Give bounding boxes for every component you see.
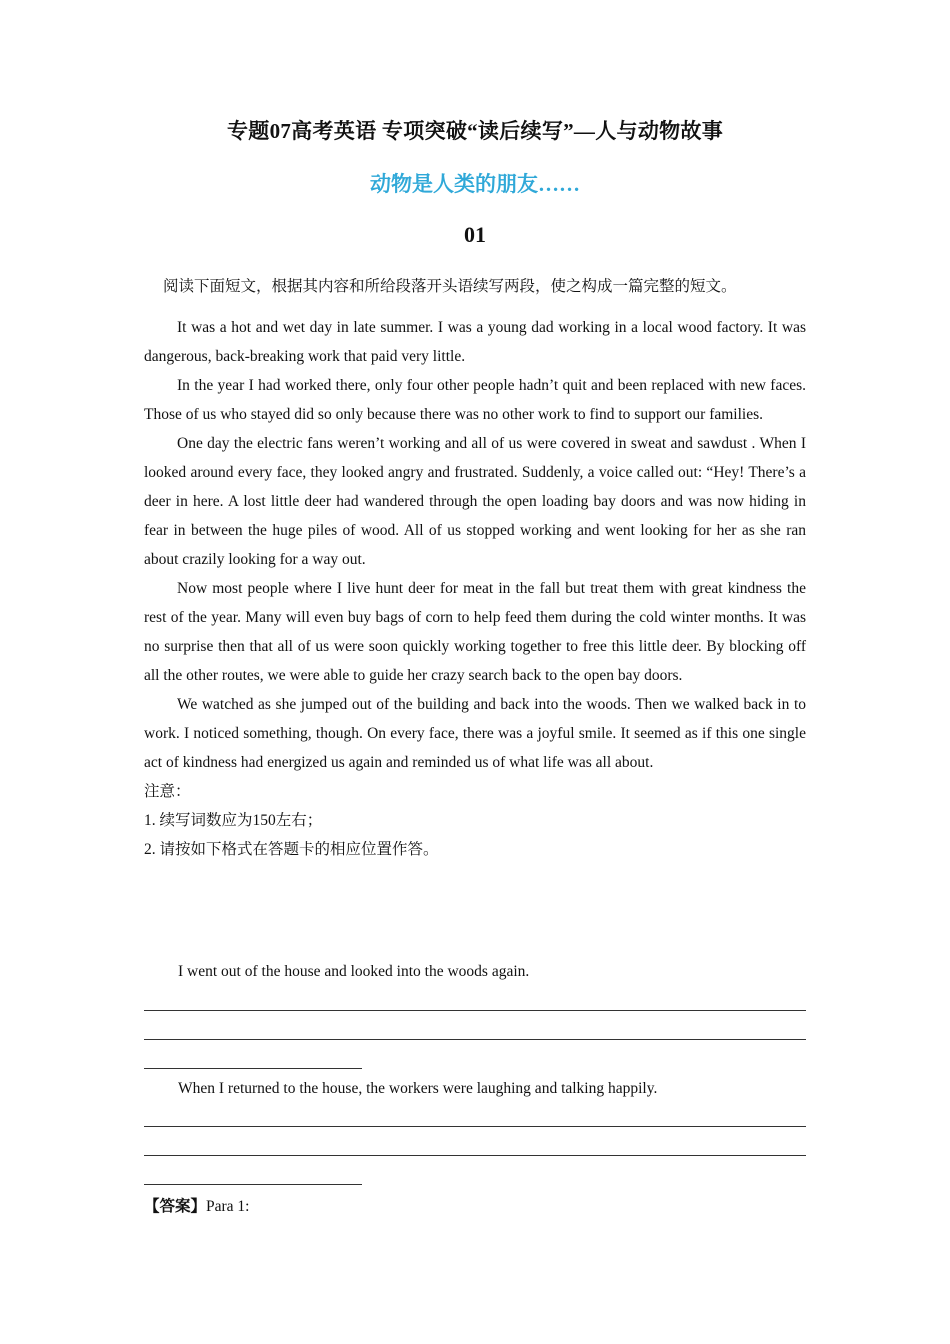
instruction-text: 阅读下面短文，根据其内容和所给段落开头语续写两段，使之构成一篇完整的短文。 bbox=[163, 278, 737, 295]
para1-opener: I went out of the house and looked into the woods again. bbox=[178, 963, 530, 980]
note-item: 1. 续写词数应为150左右； bbox=[144, 812, 323, 829]
passage-paragraph: It was a hot and wet day in late summer. I was a young dad working in a local wood factory. It was dangerous, back-breaking work that paid very little. bbox=[144, 319, 806, 365]
answer-line bbox=[144, 1126, 806, 1127]
answer-line bbox=[144, 1068, 362, 1069]
page-subtitle: 动物是人类的朋友…… bbox=[370, 172, 580, 196]
notes-label: 注意： bbox=[144, 783, 191, 800]
answer-label: 【答案】 bbox=[144, 1198, 207, 1215]
passage bbox=[144, 313, 806, 864]
exercise-number: 01 bbox=[464, 222, 486, 247]
answer-line bbox=[144, 1155, 806, 1156]
page-title: 专题07高考英语 专项突破“读后续写”—人与动物故事 bbox=[226, 119, 724, 143]
passage-paragraph: In the year I had worked there, only four other people hadn’t quit and been replaced with new faces. Those of us who stayed did so only because there was no other work to find to support our families. bbox=[144, 377, 806, 423]
passage-paragraph: We watched as she jumped out of the building and back into the woods. Then we walked back in to work. I noticed something, though. On every face, there was a joyful smile. It seemed as if this one single act of kindness had energized us again and reminded us of what life was all about. bbox=[144, 696, 806, 771]
answer-section bbox=[144, 1194, 250, 1216]
note-item: 2. 请按如下格式在答题卡的相应位置作答。 bbox=[144, 841, 439, 858]
answer-line bbox=[144, 1010, 806, 1011]
answer-line bbox=[144, 1184, 362, 1185]
passage-paragraph: Now most people where I live hunt deer for meat in the fall but treat them with great kindness the rest of the year. Many will even buy bags of corn to help feed them during the cold winter months. It was no surprise then that all of us were soon quickly working together to free this little deer. By blocking off all the other routes, we were able to guide her crazy search back to the open bay doors. bbox=[144, 580, 806, 684]
para2-opener: When I returned to the house, the workers were laughing and talking happily. bbox=[178, 1080, 658, 1097]
answer-line bbox=[144, 1039, 806, 1040]
answer-text: Para 1: bbox=[206, 1198, 250, 1215]
passage-paragraph: One day the electric fans weren’t working and all of us were covered in sweat and sawdust . When I looked around every face, they looked angry and frustrated. Suddenly, a voice called out: “Hey! There’s a deer in here. A lost little deer had wandered through the open loading bay doors and was now hiding in fear in between the huge piles of wood. All of us stopped working and went looking for her as she ran about crazily looking for a way out. bbox=[144, 435, 806, 568]
